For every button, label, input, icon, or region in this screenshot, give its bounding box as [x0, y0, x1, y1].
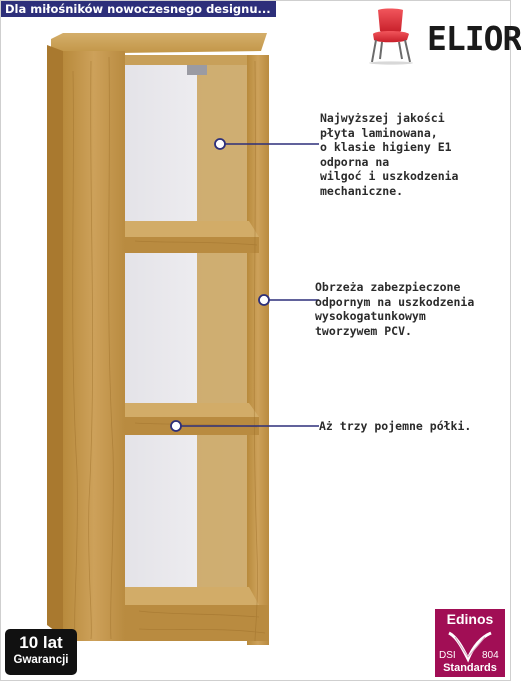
callout-shelves: Aż trzy pojemne półki. — [319, 419, 472, 433]
callout-lines — [1, 1, 512, 682]
callout-edges: Obrzeża zabezpieczone odpornym na uszkodzenia wysokogatunkowym tworzywem PCV. — [315, 280, 475, 338]
warranty-badge — [5, 629, 77, 675]
brand-name: ELIOR — [427, 19, 521, 58]
callout-dot-edges — [259, 295, 269, 305]
certification-badge — [435, 609, 505, 677]
certification-bottom: Standards — [443, 662, 497, 674]
certification-left: DSI — [439, 650, 456, 661]
certification-right: 804 — [482, 650, 499, 661]
callout-laminate: Najwyższej jakości płyta laminowana, o klasie higieny E1 odporna na wilgoć i uszkodzenia mechaniczne. — [320, 111, 459, 198]
warranty-years: 10 lat — [19, 633, 63, 652]
warranty-label: Gwarancji — [13, 654, 69, 666]
callout-dot-laminate — [215, 139, 225, 149]
callout-dot-shelves — [171, 421, 181, 431]
certification-brand: Edinos — [446, 611, 494, 627]
tagline-banner: Dla miłośników nowoczesnego designu... — [1, 1, 276, 17]
